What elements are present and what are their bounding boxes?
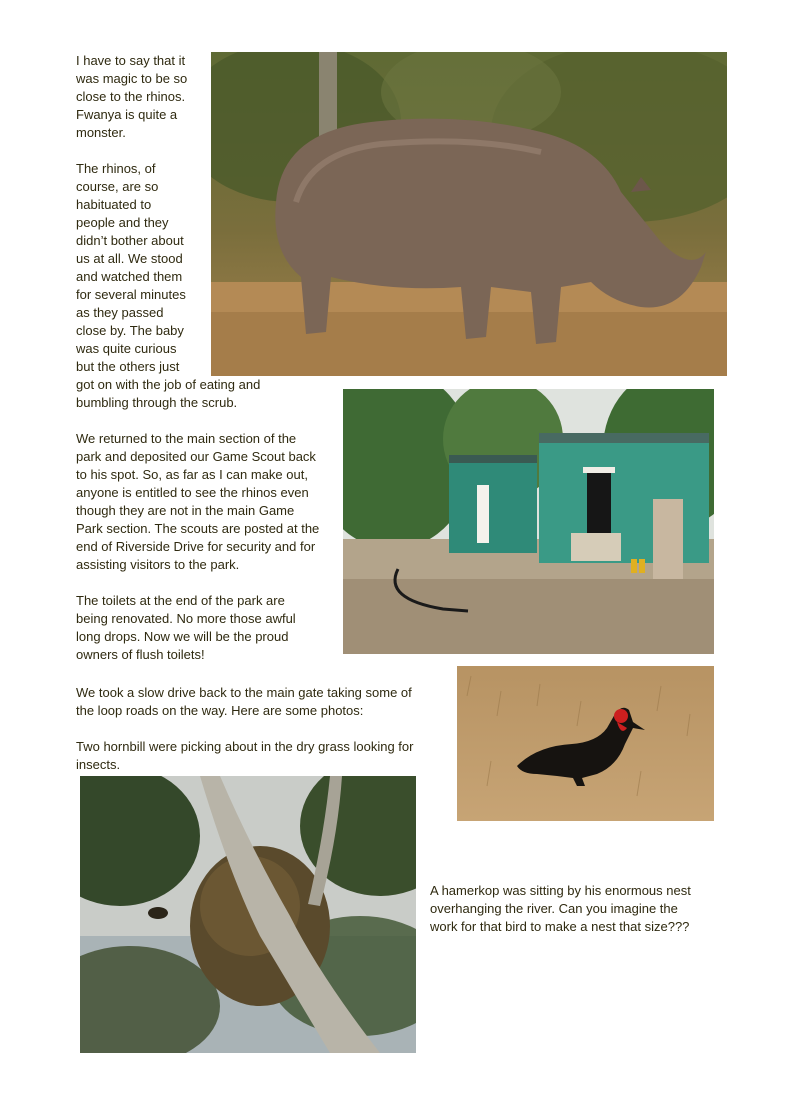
text-line: park and deposited our Game Scout back — [76, 449, 316, 464]
ground-hornbill-photo — [457, 666, 714, 821]
text-line: I have to say that it — [76, 53, 186, 68]
text-line: assisting visitors to the park. — [76, 557, 240, 572]
paragraph-toilets — [76, 592, 341, 664]
text-line: as they passed — [76, 305, 164, 320]
paragraph-game-scout — [76, 430, 341, 574]
text-line: was magic to be so — [76, 71, 188, 86]
text-line: got on with the job of eating and — [76, 377, 261, 392]
text-line: us at all. We stood — [76, 251, 183, 266]
text-line: Park section. The scouts are posted at the — [76, 521, 320, 536]
text-line: The toilets at the end of the park are — [76, 593, 285, 608]
text-line: Two hornbill were picking about in the dry grass looking for — [76, 739, 414, 754]
text-line: Fwanya is quite a — [76, 107, 178, 122]
text-line: work for that bird to make a nest that size??? — [430, 919, 690, 934]
text-line: was quite curious — [76, 341, 177, 356]
text-line: habituated to — [76, 197, 152, 212]
paragraph-hornbill — [76, 738, 454, 774]
text-line: overhanging the river. Can you imagine the — [430, 901, 678, 916]
text-line: We took a slow drive back to the main gate taking some of — [76, 685, 412, 700]
text-line: but the others just — [76, 359, 180, 374]
text-line: A hamerkop was sitting by his enormous nest — [430, 883, 691, 898]
paragraph-hamerkop — [430, 882, 730, 936]
text-line: course, are so — [76, 179, 159, 194]
text-line: the loop roads on the way. Here are some photos: — [76, 703, 364, 718]
text-line: end of Riverside Drive for security and for — [76, 539, 316, 554]
text-line: anyone is entitled to see the rhinos even — [76, 485, 309, 500]
text-line: We returned to the main section of the — [76, 431, 297, 446]
text-line: people and they — [76, 215, 169, 230]
text-line: didn’t bother about — [76, 233, 184, 248]
text-line: bumbling through the scrub. — [76, 395, 238, 410]
text-line: close to the rhinos. — [76, 89, 186, 104]
text-line: insects. — [76, 757, 121, 772]
rhino-photo — [211, 52, 727, 376]
text-line: long drops. Now we will be the proud — [76, 629, 289, 644]
text-line: though they are not in the main Game — [76, 503, 295, 518]
text-line: The rhinos, of — [76, 161, 156, 176]
text-line: owners of flush toilets! — [76, 647, 205, 662]
text-line: for several minutes — [76, 287, 186, 302]
paragraph-drive-back — [76, 684, 454, 720]
text-line: close by. The baby — [76, 323, 184, 338]
text-line: to his spot. So, as far as I can make out, — [76, 467, 308, 482]
paragraph-intro — [76, 52, 211, 142]
toilet-buildings-photo — [343, 389, 714, 654]
text-line: monster. — [76, 125, 126, 140]
hamerkop-nest-photo — [80, 776, 416, 1053]
text-line: and watched them — [76, 269, 183, 284]
text-line: being renovated. No more those awful — [76, 611, 296, 626]
